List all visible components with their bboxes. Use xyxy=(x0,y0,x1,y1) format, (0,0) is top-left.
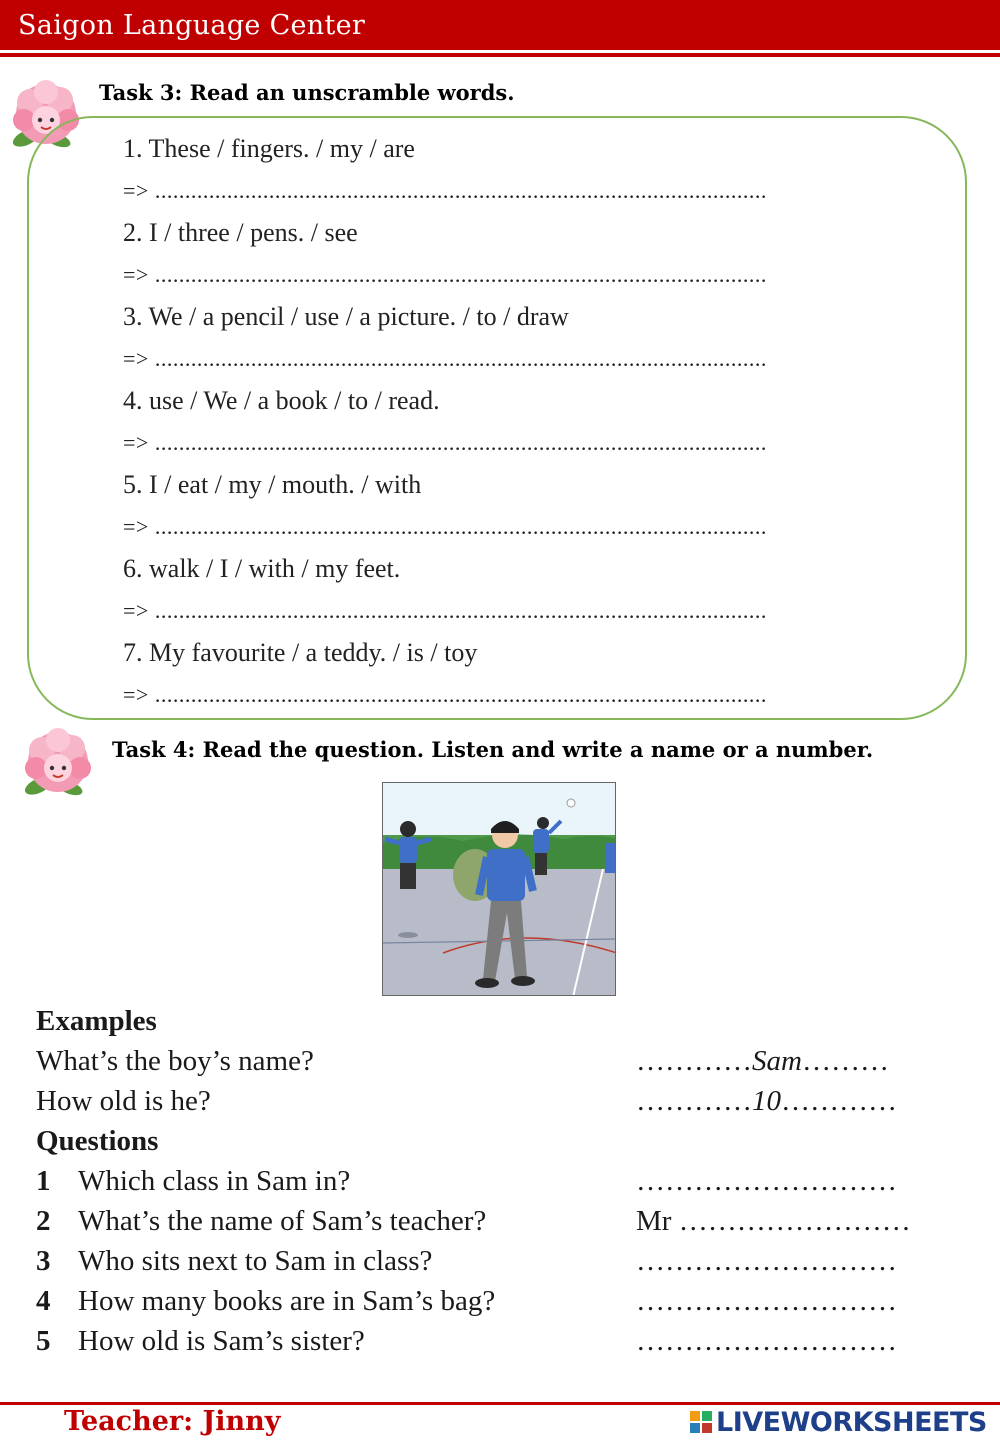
scramble-item xyxy=(123,380,883,464)
liveworksheets-icon xyxy=(690,1411,712,1433)
example-row xyxy=(36,1085,966,1121)
question-row xyxy=(36,1165,966,1201)
flower-icon xyxy=(18,724,98,804)
question-number: 4 xyxy=(36,1285,51,1317)
example-row xyxy=(36,1045,966,1081)
scramble-prompt: 7. My favourite / a teddy. / is / toy xyxy=(123,638,478,667)
answer-blank[interactable]: ……………………… xyxy=(636,1245,897,1277)
question-text: Which class in Sam in? xyxy=(78,1165,351,1197)
question-number: 1 xyxy=(36,1165,51,1197)
example-answer xyxy=(636,1045,889,1078)
scramble-item xyxy=(123,212,883,296)
scramble-answer-line[interactable]: => ...................................................................................................... xyxy=(123,514,767,539)
question-row xyxy=(36,1325,966,1361)
examples-heading xyxy=(36,1005,966,1041)
scramble-item xyxy=(123,128,883,212)
scramble-item xyxy=(123,548,883,632)
scramble-answer-line[interactable]: => ...................................................................................................... xyxy=(123,346,767,371)
footer-divider xyxy=(0,1402,1000,1405)
scramble-prompt: 3. We / a pencil / use / a picture. / to / draw xyxy=(123,302,569,331)
example-answer-word: 10 xyxy=(752,1085,781,1117)
scramble-answer-line[interactable]: => ...................................................................................................... xyxy=(123,430,767,455)
scramble-answer-line[interactable]: => ...................................................................................................... xyxy=(123,262,767,287)
scramble-prompt: 1. These / fingers. / my / are xyxy=(123,134,415,163)
example-question: How old is he? xyxy=(36,1085,211,1117)
scramble-list xyxy=(123,128,883,716)
task4-title: Task 4: Read the question. Listen and write a name or a number. xyxy=(112,737,874,762)
example-answer-text: …………10………… xyxy=(636,1085,897,1117)
scramble-prompt: 6. walk / I / with / my feet. xyxy=(123,554,401,583)
scramble-item xyxy=(123,464,883,548)
question-text: How many books are in Sam’s bag? xyxy=(78,1285,496,1317)
question-row xyxy=(36,1285,966,1321)
answer-blank[interactable]: Mr …………………… xyxy=(636,1205,911,1237)
scramble-answer-line[interactable]: => ...................................................................................................... xyxy=(123,178,767,203)
example-answer xyxy=(636,1085,897,1118)
example-question: What’s the boy’s name? xyxy=(36,1045,314,1077)
liveworksheets-logo[interactable] xyxy=(690,1407,987,1437)
question-number: 2 xyxy=(36,1205,51,1237)
answer-blank[interactable]: ……………………… xyxy=(636,1165,897,1197)
answer-blank[interactable]: ……………………… xyxy=(636,1285,897,1317)
questions-heading xyxy=(36,1125,966,1161)
questions-heading-text: Questions xyxy=(36,1125,159,1157)
scramble-prompt: 4. use / We / a book / to / read. xyxy=(123,386,440,415)
question-row xyxy=(36,1245,966,1281)
scramble-answer-line[interactable]: => ...................................................................................................... xyxy=(123,682,767,707)
header-divider xyxy=(0,53,1000,57)
question-text: Who sits next to Sam in class? xyxy=(78,1245,433,1277)
scramble-answer-line[interactable]: => ...................................................................................................... xyxy=(123,598,767,623)
scramble-item xyxy=(123,296,883,380)
examples-heading-text: Examples xyxy=(36,1005,157,1037)
page-title: Saigon Language Center xyxy=(18,10,366,41)
scramble-item xyxy=(123,632,883,716)
task3-title: Task 3: Read an unscramble words. xyxy=(99,80,515,105)
scramble-prompt: 5. I / eat / my / mouth. / with xyxy=(123,470,422,499)
example-answer-text: …………Sam……… xyxy=(636,1045,889,1077)
brand-text: LIVEWORKSHEETS xyxy=(716,1406,987,1438)
answer-blank[interactable]: ……………………… xyxy=(636,1325,897,1357)
question-number: 3 xyxy=(36,1245,51,1277)
question-number: 5 xyxy=(36,1325,51,1357)
question-row xyxy=(36,1205,966,1241)
question-text: What’s the name of Sam’s teacher? xyxy=(78,1205,487,1237)
teacher-name: Teacher: Jinny xyxy=(64,1406,281,1437)
scramble-prompt: 2. I / three / pens. / see xyxy=(123,218,358,247)
example-answer-word: Sam xyxy=(752,1045,802,1077)
schoolyard-illustration xyxy=(382,782,616,996)
question-text: How old is Sam’s sister? xyxy=(78,1325,365,1357)
